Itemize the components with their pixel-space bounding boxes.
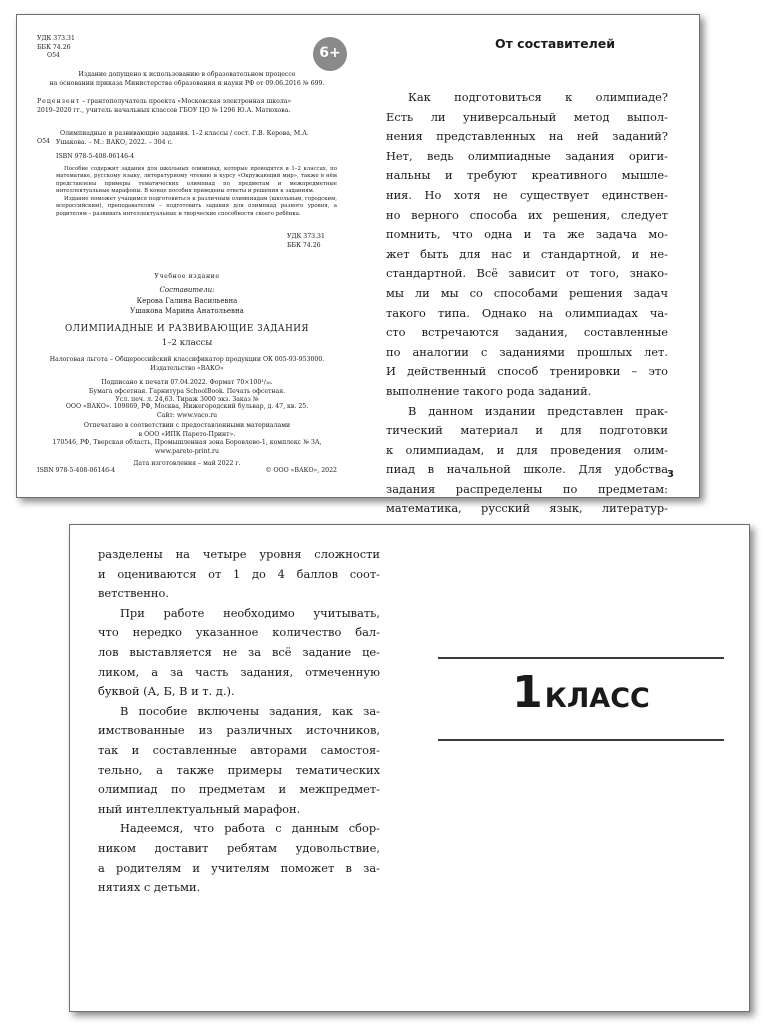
print-line: Усл. печ. л. 24,63. Тираж 3000 экз. Заказ № — [115, 396, 259, 404]
publisher-site: Сайт: www.vaco.ru — [156, 411, 218, 419]
text-line: нальны и требуют креативного мышле- — [386, 168, 668, 183]
publisher-address: ООО «ВАКО». 109869, РФ, Москва, Нижегородский бульвар, д. 47, кв. 25. — [65, 403, 309, 410]
top-rule — [438, 657, 724, 659]
print-line: Бумага офсетная. Гарнитура SchoolBook. Печать офсетная. — [88, 387, 286, 395]
isbn: ISBN 978-5-408-06146-4 — [56, 153, 135, 160]
text-line: И действенный способ тренировки – это — [386, 364, 668, 379]
text-line: нения представленных на ней заданий? — [386, 129, 668, 144]
grade-section-title — [438, 657, 724, 743]
bbk-code: ББК 74.26 — [287, 241, 321, 249]
citation-code: О54 — [37, 138, 50, 145]
publisher-info — [37, 403, 337, 420]
tax-text: Налоговая льгота – Общероссийский классификатор продукции ОК 005-93-953000. — [49, 356, 325, 363]
printer-line: www.pareto-print.ru — [155, 447, 219, 455]
print-info — [37, 379, 337, 405]
text-line: буквой (А, Б, В и т. д.). — [98, 684, 235, 699]
text-line: имствованные из различных источников, — [98, 723, 380, 738]
printer-info — [37, 422, 337, 469]
book-grades: 1–2 классы — [161, 338, 213, 348]
compilers-list — [37, 297, 337, 317]
compiler-name: Керова Галина Васильевна — [136, 297, 238, 305]
manufacture-date: Дата изготовления – май 2022 г. — [133, 460, 241, 468]
edition-type: Учебное издание — [154, 273, 220, 280]
foreword-text — [386, 88, 668, 539]
text-line: ный интеллектуальный марафон. — [98, 801, 301, 816]
text-line: При работе необходимо учитывать, — [120, 605, 380, 620]
text-line: мы ли мы со способами решения задач — [386, 285, 668, 300]
approval-line: Издание допущено к использованию в образовательном процессе — [78, 71, 296, 78]
annotation-paragraph: Пособие содержит задания для школьных олимпиад, которые проводятся в 1–2 классах, по математике, русскому языку, литературному чтению и курсу «Окружающий мир», также в нём представлены примеры тематических олимпиад по предметам и межпредметные интеллектуальные марафоны. В конце пособия приведены ответы и решения к заданиям. — [56, 166, 337, 195]
bottom-rule — [438, 739, 724, 741]
classification-codes — [37, 35, 75, 61]
text-line: математика, русский язык, литератур- — [386, 501, 668, 516]
bbk-code: ББК 74.26 — [37, 43, 71, 51]
text-line: по аналогии с заданиями прошлых лет. — [386, 344, 668, 359]
text-line: задания распределены по предметам: — [386, 481, 668, 496]
text-line: жет быть для нас и стандартной, и не- — [386, 246, 668, 261]
book-title: ОЛИМПИАДНЫЕ И РАЗВИВАЮЩИЕ ЗАДАНИЯ — [64, 324, 310, 334]
text-line: В данном издании представлен прак- — [408, 403, 668, 418]
text-line: а родителям и учителям поможет в за- — [98, 860, 380, 875]
approval-line: на основании приказа Министерства образования и науки РФ от 09.06.2016 № 699. — [49, 79, 325, 87]
footer-isbn: ISBN 978-5-408-06146-4 — [37, 467, 116, 474]
citation-text: Олимпиадные и развивающие задания. 1–2 классы / сост. Г.В. Керова, М.А. Ушакова. – М.: ВАКО, 2022. – 304 с. — [56, 130, 309, 146]
text-line: олимпиад по предметам и межпредмет- — [98, 782, 380, 797]
text-line: лов выставляется не за всё задание це- — [98, 644, 380, 659]
reviewer-text-2: 2019–2020 гг., учитель начальных классов ГБОУ ЦО № 1296 Ю.А. Матюхова. — [37, 106, 291, 114]
text-line: В пособие включены задания, как за- — [120, 703, 380, 718]
reviewer-label: Рецензент — [37, 98, 81, 105]
text-line: ником доставит ребятам удовольствие, — [98, 840, 380, 855]
continued-text — [98, 545, 380, 898]
classification-codes-bottom — [287, 233, 325, 250]
text-line: и оцениваются от 1 до 4 баллов соот- — [98, 566, 380, 581]
text-line: сто встречаются задания, составленные — [386, 325, 668, 340]
book-spread-pages-2-3 — [16, 14, 700, 516]
text-line: Надеемся, что работа с данным сбор- — [120, 821, 380, 836]
text-line: стандартной. Всё зависит от того, знако- — [386, 266, 668, 281]
udk-code: УДК 373.31 — [287, 233, 325, 240]
text-line: тический материал и для подготовки — [386, 423, 668, 438]
book-page-4 — [69, 524, 750, 1012]
annotation — [56, 166, 337, 218]
publisher-short: Издательство «ВАКО» — [150, 364, 224, 372]
text-line: но верного способа их решения, следует — [386, 207, 668, 222]
text-line: ликом, а за часть задания, отмеченную — [98, 664, 380, 679]
annotation-paragraph: Издание поможет учащимся подготовиться к различным олимпиадам (школьным, городским, всероссийским), преподавателям – подготовить задания для олимпиад разного уровня, а родителям – развивать интеллектуальные и творческие способности своего ребёнка. — [56, 195, 337, 217]
reviewer-text: – грантополучатель проекта «Московская электронная школа» — [80, 98, 292, 105]
text-line: пиад в начальной школе. Для удобства — [386, 462, 668, 477]
text-line: такого типа. Однако на олимпиадах ча- — [386, 305, 668, 320]
text-line: Есть ли универсальный метод выпол- — [386, 109, 668, 124]
printer-line: Отпечатано в соответствии с предоставленными материалами — [83, 422, 291, 429]
text-line: выполнение такого рода заданий. — [386, 383, 592, 398]
bibliographic-citation — [37, 130, 337, 147]
age-rating-badge: 6+ — [313, 37, 347, 71]
text-line: к олимпиадам, и для проведения олим- — [386, 442, 668, 457]
compilers-heading: Составители: — [159, 286, 215, 294]
text-line: тельно, а также примеры тематических — [98, 762, 380, 777]
compiler-name: Ушакова Марина Анатольевна — [130, 306, 244, 315]
text-line: что нередко указанное количество бал- — [98, 625, 380, 640]
grade-heading — [438, 667, 724, 718]
tax-note — [37, 356, 337, 373]
text-line: разделены на четыре уровня сложности — [98, 547, 380, 561]
grade-word: КЛАСС — [544, 683, 650, 714]
printer-line: 170546, РФ, Тверская область, Промышленная зона Боровлево-1, комплекс № 3А, — [52, 439, 322, 447]
footer-copyright: © ООО «ВАКО», 2022 — [265, 467, 337, 474]
text-line: Как подготовиться к олимпиаде? — [408, 90, 668, 104]
text-line: нятиях с детьми. — [98, 880, 201, 895]
author-sign-code: О54 — [47, 52, 60, 60]
approval-note — [37, 71, 337, 88]
text-line: так и составленные авторами самостоя- — [98, 742, 380, 757]
text-line: Нет, ведь олимпиадные задания ориги- — [386, 148, 668, 163]
text-line: помнить, что одна и та же задача мо- — [386, 227, 668, 242]
page-number: 3 — [667, 469, 674, 480]
foreword-title: От составителей — [494, 36, 616, 51]
text-line: ния. Но хотя не существует единствен- — [386, 187, 668, 202]
text-line: ветственно. — [98, 586, 169, 601]
grade-number: 1 — [512, 667, 541, 718]
printer-line: в ООО «ИПК Парето-Принт». — [138, 430, 236, 438]
reviewer-note — [37, 98, 337, 115]
print-line: Подписано к печати 07.04.2022. Формат 70×100¹/₁₆. — [101, 379, 273, 386]
udk-code: УДК 373.31 — [37, 35, 75, 42]
